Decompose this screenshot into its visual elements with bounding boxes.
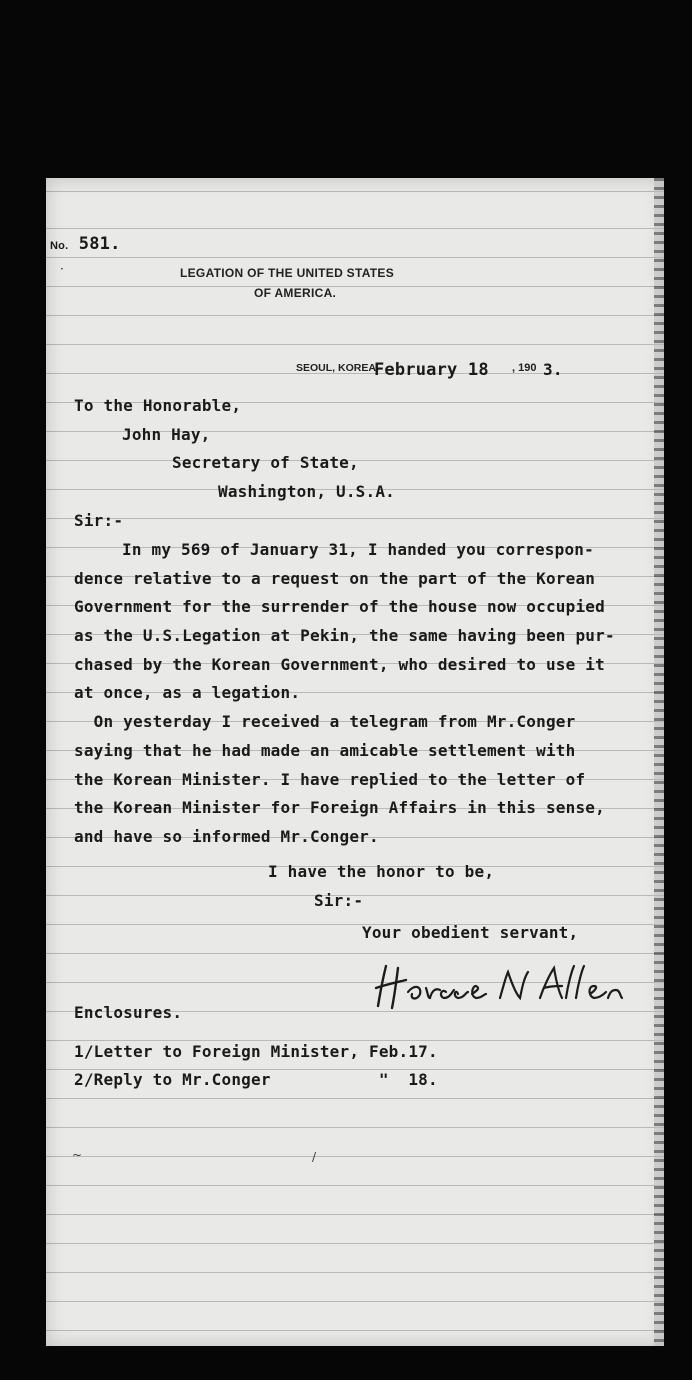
ink-mark: ~: [72, 1148, 83, 1162]
closing-line-2: Sir:-: [314, 891, 364, 910]
enclosures-heading: Enclosures.: [74, 1003, 183, 1022]
body-line-6: at once, as a legation.: [74, 683, 301, 702]
address-line-1: To the Honorable,: [74, 396, 242, 415]
body-line-11: and have so informed Mr.Conger.: [74, 827, 379, 846]
handwritten-signature: [368, 954, 628, 1014]
body-line-3: Government for the surrender of the house now occupied: [74, 597, 605, 616]
body-line-10: the Korean Minister for Foreign Affairs in this sense,: [74, 798, 605, 817]
document-number-value: 581.: [78, 234, 121, 254]
letterhead-line-1: LEGATION OF THE UNITED STATES: [180, 266, 395, 280]
dateline-place: SEOUL, KOREA,: [296, 362, 379, 374]
closing-line-3: Your obedient servant,: [362, 923, 579, 942]
body-line-2: dence relative to a request on the part of the Korean: [74, 569, 596, 588]
letter-sheet: [46, 178, 664, 1346]
enclosure-item-1: 1/Letter to Foreign Minister, Feb.17.: [74, 1042, 438, 1061]
address-line-3: Secretary of State,: [172, 453, 359, 472]
body-line-5: chased by the Korean Government, who desired to use it: [74, 655, 605, 674]
letterhead-line-2: OF AMERICA.: [254, 286, 337, 300]
closing-line-1: I have the honor to be,: [268, 862, 495, 881]
paper-edge: [654, 178, 664, 1346]
address-line-2: John Hay,: [122, 425, 211, 444]
dateline-year-prefix: , 190: [512, 362, 537, 374]
body-line-1: In my 569 of January 31, I handed you correspon-: [122, 540, 594, 559]
enclosure-item-2: 2/Reply to Mr.Conger " 18.: [74, 1070, 438, 1089]
body-line-9: the Korean Minister. I have replied to the letter of: [74, 770, 586, 789]
body-line-7: On yesterday I received a telegram from Mr.Conger: [74, 712, 576, 731]
ink-mark: /: [312, 1150, 317, 1164]
document-number: [50, 234, 121, 254]
ink-mark: ·: [60, 262, 64, 276]
dateline-year-suffix: 3.: [543, 360, 563, 379]
body-line-8: saying that he had made an amicable settlement with: [74, 741, 576, 760]
salutation: Sir:-: [74, 511, 124, 530]
address-line-4: Washington, U.S.A.: [218, 482, 395, 501]
document-number-prefix: No.: [50, 240, 69, 252]
body-line-4: as the U.S.Legation at Pekin, the same having been pur-: [74, 626, 615, 645]
dateline-date: February 18: [374, 360, 489, 380]
